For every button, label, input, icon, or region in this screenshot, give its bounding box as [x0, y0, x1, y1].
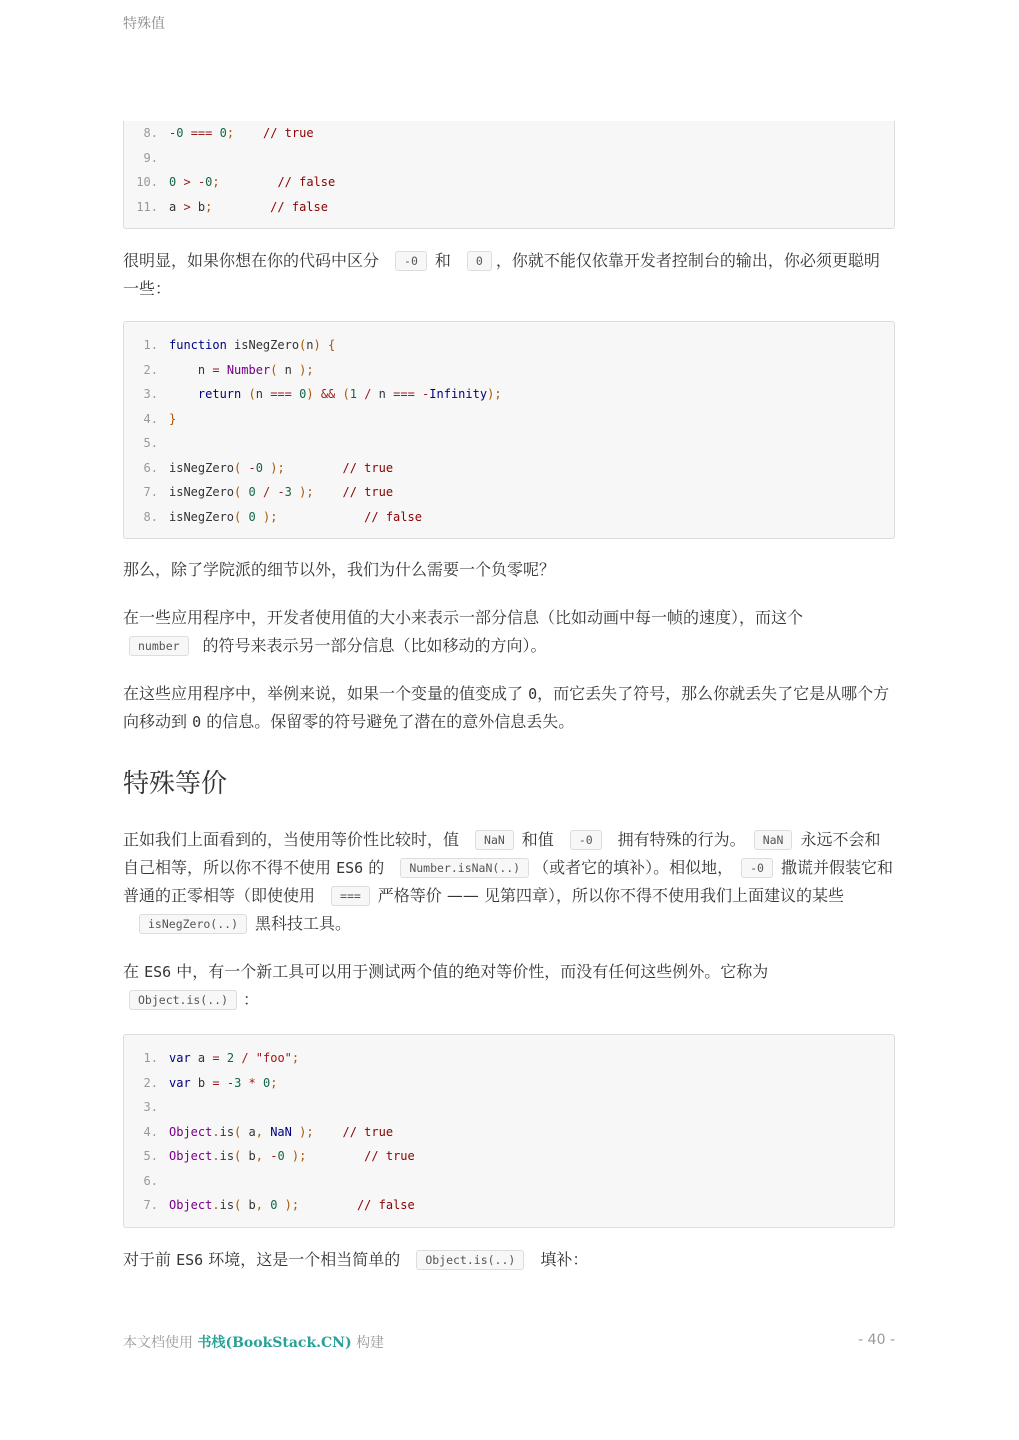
inline-code: ===	[331, 886, 370, 906]
text: ：	[243, 990, 260, 1009]
code-line	[124, 1169, 894, 1194]
text: 对于前	[123, 1249, 172, 1269]
paragraph-applications	[123, 604, 895, 660]
code-line	[124, 1071, 894, 1096]
paragraph-polyfill	[123, 1246, 895, 1274]
text: ，而它丢失了符号，那么你就丢失了它是从哪个方向移动到	[123, 684, 890, 731]
text: 撒谎并假装它和普通的正零相等（即使使用	[123, 858, 893, 905]
code-line	[124, 195, 894, 220]
text: 填补：	[540, 1249, 589, 1269]
inline-code: Number.isNaN(..)	[400, 858, 529, 878]
running-header: 特殊值	[123, 16, 165, 32]
inline-code: Object.is(..)	[416, 1250, 524, 1270]
paragraph-special-equality	[123, 826, 895, 938]
text: 黑科技工具。	[255, 914, 352, 933]
section-heading: 特殊等价	[123, 769, 228, 799]
inline-code: Object.is(..)	[129, 990, 237, 1010]
footer-prefix: 本文档使用	[123, 1335, 193, 1351]
text: 环境，这是一个相当简单的	[208, 1249, 401, 1269]
paragraph-sign-loss	[123, 680, 895, 736]
code-text: Object.is( b, 0 ); // false	[169, 1198, 415, 1212]
inline-code: number	[129, 636, 189, 656]
line-number: 6.	[143, 1173, 158, 1188]
code-block-1	[123, 121, 895, 229]
text: 严格等价 —— 见第四章），所以你不得不使用我们上面建议的某些	[377, 886, 844, 905]
code-line	[124, 456, 894, 481]
code-text: 0 > -0; // false	[169, 175, 336, 189]
code-text: isNegZero( -0 ); // true	[169, 460, 394, 475]
paragraph-why-neg-zero: 那么，除了学院派的细节以外，我们为什么需要一个负零呢？	[123, 560, 556, 579]
line-number: 11.	[136, 199, 158, 214]
paragraph-object-is	[123, 958, 895, 1014]
line-number: 5.	[143, 1149, 158, 1163]
line-number: 4.	[143, 1124, 158, 1139]
code-line	[124, 382, 894, 407]
line-number: 3.	[143, 1100, 158, 1114]
code-line	[124, 1120, 894, 1145]
line-number: 7.	[143, 1198, 158, 1212]
text: 永远不会和自己相等，所以你不得不使用	[123, 830, 881, 877]
line-number: 9.	[143, 150, 158, 165]
code-line	[124, 1046, 894, 1071]
code-text: -0 === 0; // true	[169, 126, 314, 140]
text: 和	[434, 251, 451, 270]
text: 在	[123, 962, 140, 981]
line-number: 8.	[143, 509, 158, 524]
line-number: 8.	[143, 126, 158, 140]
code-line	[124, 1095, 894, 1120]
text: 拥有特殊的行为。	[617, 830, 746, 849]
mono-text: 0	[192, 713, 202, 731]
inline-code: -0	[741, 858, 773, 878]
text: ，你就不能仅依靠开发者控制台的输出，你必须更聪明一些：	[123, 251, 880, 298]
line-number: 6.	[143, 460, 158, 475]
code-line	[124, 170, 894, 195]
code-line	[124, 480, 894, 505]
line-number: 4.	[143, 411, 158, 426]
code-text: }	[169, 411, 177, 426]
mono-text: ES6	[336, 859, 364, 877]
code-line	[124, 431, 894, 456]
code-text: return (n === 0) && (1 / n === -Infinity);	[197, 387, 502, 401]
mono-text: 0	[528, 685, 538, 703]
text: 在这些应用程序中，举例来说，如果一个变量的值变成了	[123, 684, 524, 703]
footer-credit	[123, 1332, 384, 1352]
code-text: var a = 2 / "foo";	[169, 1051, 300, 1065]
code-line	[124, 146, 894, 171]
code-line	[124, 1193, 894, 1218]
code-line	[124, 407, 894, 432]
code-text: function isNegZero(n) {	[169, 338, 336, 352]
line-number: 5.	[143, 436, 158, 450]
code-text: a > b; // false	[169, 199, 328, 214]
mono-text: ES6	[176, 1250, 204, 1269]
code-text: Object.is( a, NaN ); // true	[169, 1124, 394, 1139]
line-number: 2.	[143, 1075, 158, 1090]
inline-code: NaN	[475, 830, 514, 850]
inline-code: -0	[395, 251, 427, 271]
code-line	[124, 1144, 894, 1169]
code-block-2	[123, 321, 895, 539]
footer-brand-link[interactable]: 书栈(BookStack.CN)	[197, 1335, 352, 1351]
line-number: 2.	[143, 362, 158, 377]
line-number: 10.	[136, 175, 158, 189]
page-content	[123, 121, 895, 1274]
line-number: 1.	[143, 338, 158, 352]
line-number: 1.	[143, 1051, 158, 1065]
code-block-3	[123, 1034, 895, 1228]
page-number: - 40 -	[858, 1332, 895, 1348]
text: 的符号来表示另一部分信息（比如移动的方向）。	[202, 636, 547, 655]
inline-code: 0	[467, 251, 492, 271]
code-line	[124, 121, 894, 146]
text: （或者它的填补）。相似地，	[533, 858, 734, 877]
text: 很明显，如果你想在你的代码中区分	[123, 251, 380, 270]
code-text: n = Number( n );	[169, 362, 314, 377]
code-line	[124, 505, 894, 530]
line-number: 3.	[143, 387, 158, 401]
text: 的	[368, 858, 385, 877]
inline-code: isNegZero(..)	[139, 914, 247, 934]
code-text: var b = -3 * 0;	[169, 1075, 278, 1090]
text: 正如我们上面看到的，当使用等价性比较时，值	[123, 830, 460, 849]
code-line	[124, 333, 894, 358]
code-text: Object.is( b, -0 ); // true	[169, 1149, 415, 1163]
inline-code: NaN	[754, 830, 793, 850]
text: 在一些应用程序中，开发者使用值的大小来表示一部分信息（比如动画中每一帧的速度），而这个	[123, 608, 804, 627]
line-number: 7.	[143, 485, 158, 499]
text: 的信息。保留零的符号避免了潜在的意外信息丢失。	[206, 712, 575, 731]
text: 和值	[521, 830, 554, 849]
code-text: isNegZero( 0 ); // false	[169, 509, 422, 524]
mono-text: ES6	[144, 963, 172, 981]
code-line	[124, 358, 894, 383]
text: 中，有一个新工具可以用于测试两个值的绝对等价性，而没有任何这些例外。它称为	[176, 962, 769, 981]
code-text: isNegZero( 0 / -3 ); // true	[169, 485, 394, 499]
paragraph-distinguish-neg-zero	[123, 247, 895, 303]
inline-code: -0	[570, 830, 602, 850]
footer-suffix: 构建	[356, 1335, 385, 1351]
